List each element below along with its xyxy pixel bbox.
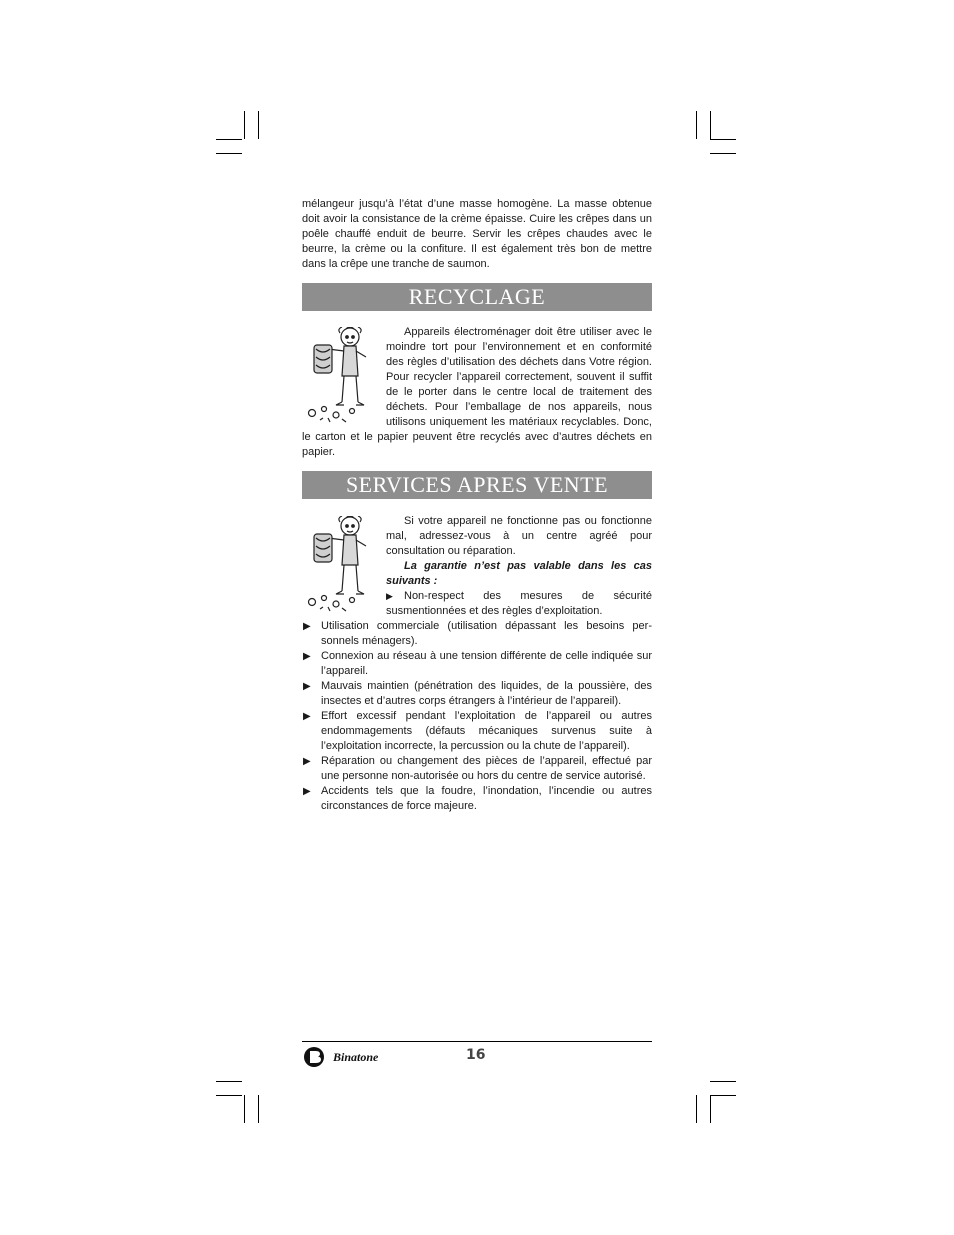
recycling-heading: RECYCLAGE xyxy=(302,283,652,311)
services-heading: SERVICES APRES VENTE xyxy=(302,471,652,499)
bullet-text: Accidents tels que la foudre, l’inondation, l’incendie ou autres circonstances de force majeure. xyxy=(321,785,652,812)
recycling-man-illustration xyxy=(302,327,380,423)
crop-mark xyxy=(696,1095,697,1123)
bullet-text: Non-respect des mesures de sécurité susmentionnées et des règles d’exploitation. xyxy=(386,590,652,617)
crop-mark xyxy=(244,1095,245,1123)
footer-rule xyxy=(302,1041,652,1042)
list-item xyxy=(302,619,652,649)
crop-mark xyxy=(216,1081,242,1082)
list-item xyxy=(302,754,652,784)
crop-mark xyxy=(258,1095,259,1123)
list-item xyxy=(302,649,652,679)
service-man-illustration xyxy=(302,516,380,612)
triangle-bullet-icon: ▶ xyxy=(303,711,311,722)
recycling-paragraph: Appareils électroménager doit être utiliser avec le moindre tort pour l’environnement et en conformité des règles d’utilisation des déchets dans Votre région. Pour recycler l’appareil correctement, souvent il suffit de le porter dans le centre local de traitement des déchets. Pour l’emballage de nos appareils, nous utilisons uniquement les matériaux recyclables. Donc, le carton et le papier peuvent être recyclés avec d’autres déchets en papier. xyxy=(302,326,652,458)
page-number: 16 xyxy=(466,1047,486,1063)
crop-mark xyxy=(710,153,736,154)
bullet-text: Réparation ou changement des pièces de l’appareil, effectué par une personne non-autorisée ou hors du centre de service autorisé. xyxy=(321,755,652,782)
list-item xyxy=(302,784,652,814)
warranty-exclusions-list xyxy=(302,619,652,814)
recycling-section xyxy=(302,325,652,460)
triangle-bullet-icon: ▶ xyxy=(303,651,311,662)
crop-mark xyxy=(710,139,736,140)
list-item xyxy=(302,709,652,754)
triangle-bullet-icon: ▶ xyxy=(303,621,311,632)
brand-name: Binatone xyxy=(333,1050,379,1064)
triangle-bullet-icon: ▶ xyxy=(386,591,393,601)
crop-mark xyxy=(696,111,697,139)
triangle-bullet-icon: ▶ xyxy=(303,681,311,692)
crop-mark xyxy=(710,1081,736,1082)
triangle-bullet-icon: ▶ xyxy=(303,786,311,797)
bullet-text: Effort excessif pendant l’exploitation de l’appareil ou autres endommagements (défauts mécaniques survenus suite à l’exploitation incorrecte, la percussion ou la chute de l’appareil). xyxy=(321,710,652,752)
crop-mark xyxy=(710,1095,736,1096)
intro-block xyxy=(302,197,652,272)
triangle-bullet-icon: ▶ xyxy=(303,756,311,767)
bullet-text: Utilisation commerciale (utilisation dépassant les besoins per-sonnels ménagers). xyxy=(321,620,652,647)
services-intro: Si votre appareil ne fonctionne pas ou fonctionne mal, adressez-vous à un centre agréé pour consultation ou réparation. xyxy=(386,515,652,557)
crop-mark xyxy=(258,111,259,139)
bullet-text: Mauvais maintien (pénétration des liquides, de la poussière, des insectes et d’autres corps étrangers à l’intérieur de l’appareil). xyxy=(321,680,652,707)
crop-mark xyxy=(244,111,245,139)
crop-mark xyxy=(710,1095,711,1123)
crop-mark xyxy=(216,153,242,154)
list-item xyxy=(302,679,652,709)
crop-mark xyxy=(710,111,711,139)
crop-mark xyxy=(216,139,242,140)
intro-paragraph: mélangeur jusqu’à l’état d’une masse homogène. La masse obtenue doit avoir la consistance de la crème épaisse. Cuire les crêpes dans un poêle chauffé enduit de beurre. Servir les crêpes chaudes avec le beurre, la crème ou la confiture. Il est également très bon de mettre dans la crêpe une tranche de saumon. xyxy=(302,198,652,270)
bullet-text: Connexion au réseau à une tension différente de celle indiquée sur l’appareil. xyxy=(321,650,652,677)
services-section xyxy=(302,514,652,814)
warranty-title: La garantie n’est pas valable dans les cas suivants : xyxy=(386,560,652,587)
crop-mark xyxy=(216,1095,242,1096)
